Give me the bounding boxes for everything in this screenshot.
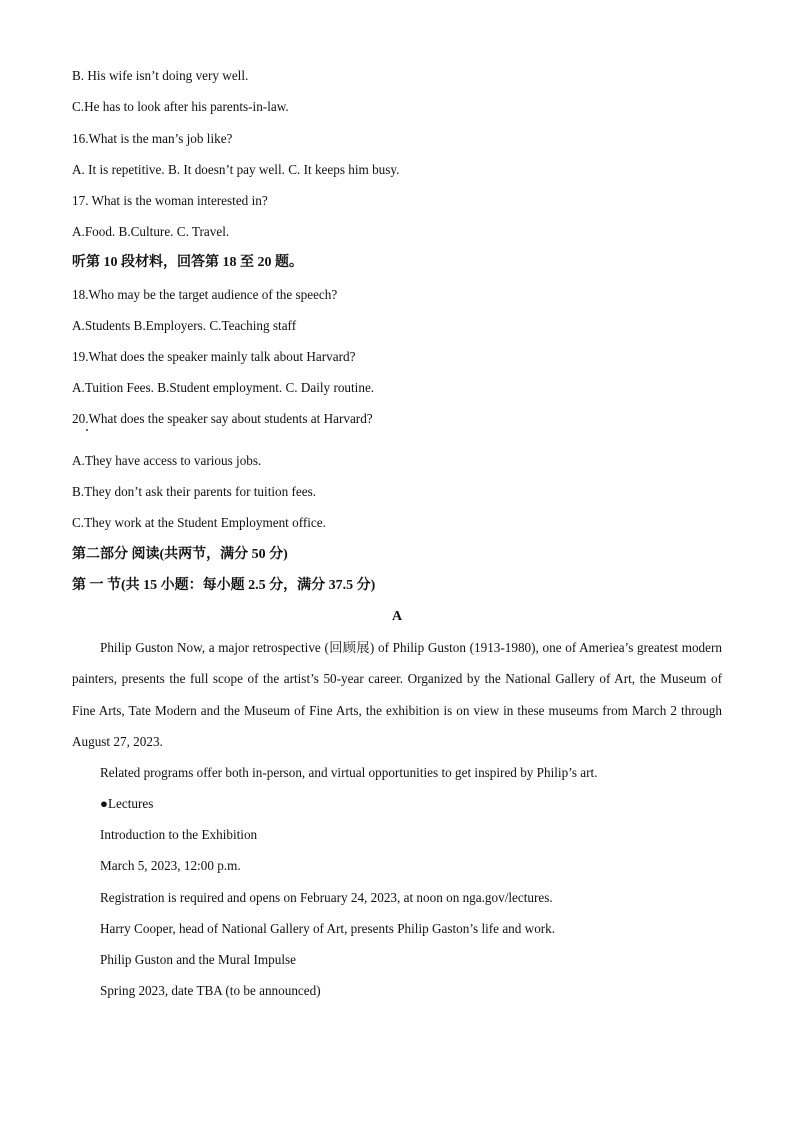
- lectures-heading: ●Lectures: [100, 796, 154, 811]
- lecture-title-intro: Introduction to the Exhibition: [100, 827, 258, 842]
- q15-option-c: C.He has to look after his parents-in-law.: [72, 99, 289, 114]
- question-20: 20.What does the speaker say about students at Harvard?: [72, 411, 373, 426]
- section-one-heading: 第 一 节(共 15 小题：每小题 2.5 分，满分 37.5 分): [72, 578, 376, 593]
- question-20-option-a: A.They have access to various jobs.: [72, 453, 262, 468]
- question-17: 17. What is the woman interested in?: [72, 193, 268, 208]
- passage-paragraph: Philip Guston Now, a major retrospective (回顾展) of Philip Guston (1913-1980), one of Ameriea’s greatest modern painters, presents the full scope of the artist’s 50-year career. Organized by the National Gallery of Art, the Museum of Fine Arts, Tate Modern and the Museum of Fine Arts, the exhibition is on view in these museums from March 2 through August 27, 2023.: [72, 640, 722, 749]
- related-programs: Related programs offer both in-person, and virtual opportunities to get inspired by Philip’s art.: [100, 765, 598, 780]
- question-16-options: A. It is repetitive. B. It doesn’t pay well. C. It keeps him busy.: [72, 162, 400, 177]
- lecture-date-2: Spring 2023, date TBA (to be announced): [100, 983, 321, 998]
- lecture-presenter: Harry Cooper, head of National Gallery of Art, presents Philip Gaston’s life and work.: [100, 921, 556, 936]
- question-20-option-c: C.They work at the Student Employment office.: [72, 515, 326, 530]
- question-17-options: A.Food. B.Culture. C. Travel.: [72, 224, 230, 239]
- question-19-options: A.Tuition Fees. B.Student employment. C. Daily routine.: [72, 380, 375, 395]
- lecture-title-mural: Philip Guston and the Mural Impulse: [100, 952, 296, 967]
- question-20-option-b: B.They don’t ask their parents for tuition fees.: [72, 484, 317, 499]
- question-19: 19.What does the speaker mainly talk about Harvard?: [72, 349, 356, 364]
- passage-label: A: [391, 609, 403, 624]
- lecture-date-1: March 5, 2023, 12:00 p.m.: [100, 858, 241, 873]
- part-two-heading: 第二部分 阅读(共两节，满分 50 分): [72, 547, 288, 562]
- section-10-heading: 听第 10 段材料，回答第 18 至 20 题。: [72, 255, 303, 270]
- question-16: 16.What is the man’s job like?: [72, 131, 233, 146]
- question-18: 18.Who may be the target audience of the speech?: [72, 287, 338, 302]
- registration-note: Registration is required and opens on February 24, 2023, at noon on nga.gov/lectures.: [100, 890, 553, 905]
- q15-option-b: B. His wife isn’t doing very well.: [72, 68, 249, 83]
- question-18-options: A.Students B.Employers. C.Teaching staff: [72, 318, 297, 333]
- stray-mark: [86, 429, 88, 431]
